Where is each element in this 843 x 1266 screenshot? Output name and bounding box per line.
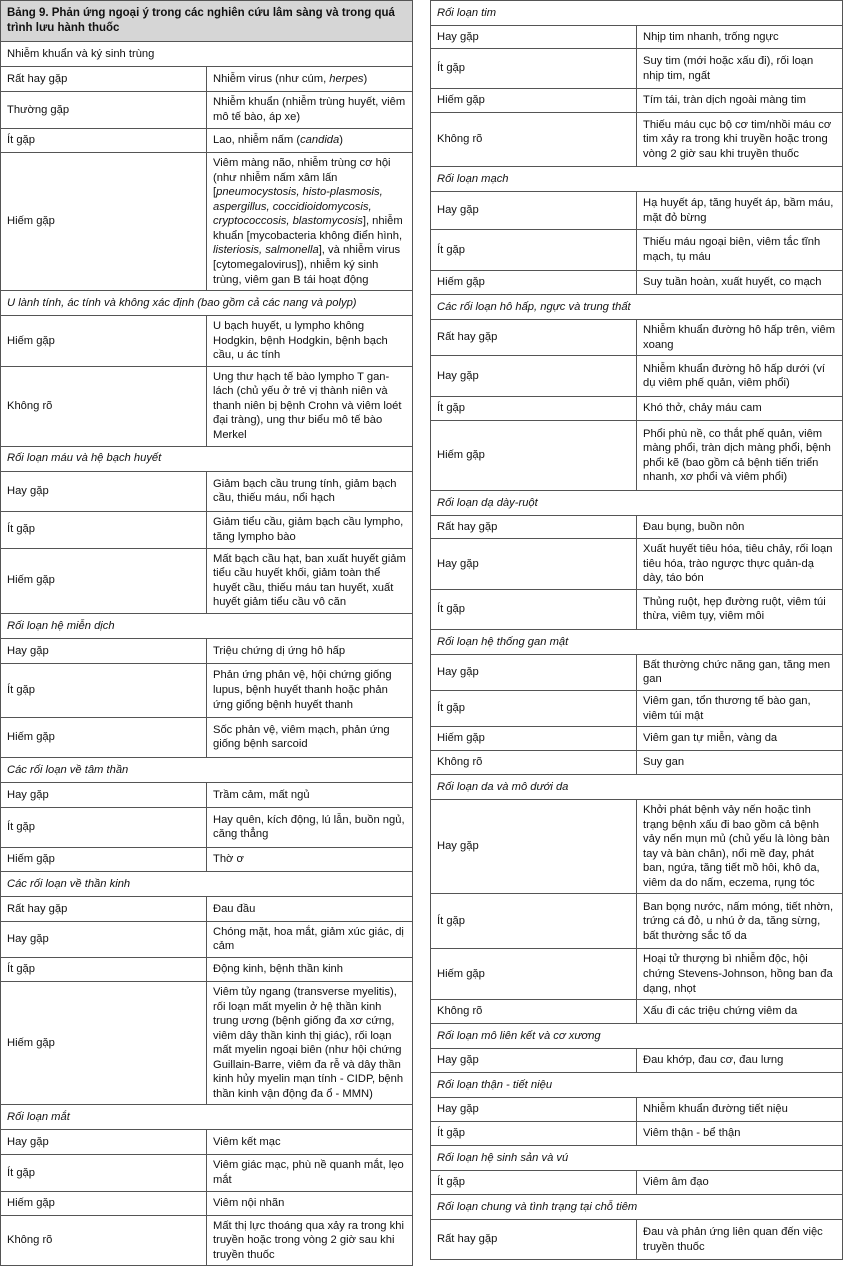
reaction-cell: Xuất huyết tiêu hóa, tiêu chảy, rối loạn tiêu hóa, trào ngược thực quản-dạ dày, táo bón	[637, 539, 843, 590]
section-heading: U lành tính, ác tính và không xác định (bao gồm cả các nang và polyp)	[1, 291, 413, 316]
frequency-cell: Hay gặp	[431, 26, 637, 49]
table-row	[431, 356, 843, 397]
reaction-cell: Nhiễm khuẩn đường hô hấp dưới (ví dụ viêm phế quản, viêm phổi)	[637, 356, 843, 397]
frequency-cell: Ít gặp	[431, 397, 637, 421]
section-header-row	[431, 1, 843, 26]
frequency-cell: Hay gặp	[431, 192, 637, 230]
reaction-cell: Ban bọng nước, nấm móng, tiết nhờn, trứng cá đỏ, u nhú ở da, tăng sừng, bất thường sắc tố da	[637, 894, 843, 949]
reaction-cell: Viêm gan, tổn thương tế bào gan, viêm túi mật	[637, 690, 843, 726]
section-header-row	[431, 1073, 843, 1098]
section-heading: Rối loạn hệ miễn dịch	[1, 613, 413, 638]
reaction-cell: Ung thư hạch tế bào lympho T gan-lách (chủ yếu ở trẻ vị thành niên và thanh niên bị bệnh Crohn và viêm loét đại tràng), ung thư biểu mô tế bào Merkel	[207, 366, 413, 446]
table-row	[1, 548, 413, 613]
frequency-cell: Không rõ	[431, 1000, 637, 1024]
adverse-reactions-table-left	[0, 0, 413, 1266]
reaction-cell: Viêm giác mạc, phù nề quanh mắt, lẹo mắt	[207, 1155, 413, 1191]
frequency-cell: Hiếm gặp	[431, 421, 637, 491]
section-heading: Rối loạn hệ sinh sản và vú	[431, 1146, 843, 1171]
table-row	[1, 1130, 413, 1155]
frequency-cell: Ít gặp	[1, 1155, 207, 1191]
table-row	[431, 589, 843, 629]
frequency-cell: Rất hay gặp	[431, 320, 637, 356]
reaction-cell: Mất bạch cầu hạt, ban xuất huyết giảm tiểu cầu huyết khối, giảm toàn thể huyết cầu, thiếu máu tan huyết, xuất huyết giảm tiểu cầu vô căn	[207, 548, 413, 613]
reaction-cell: Thờ ơ	[207, 847, 413, 871]
section-heading: Rối loạn hệ thống gan mật	[431, 629, 843, 654]
table-row	[1, 153, 413, 291]
reaction-cell: Suy tuần hoàn, xuất huyết, co mạch	[637, 271, 843, 295]
reaction-cell: Viêm gan tự miễn, vàng da	[637, 727, 843, 751]
table-row	[1, 67, 413, 92]
frequency-cell: Ít gặp	[431, 1122, 637, 1146]
table-row	[431, 1000, 843, 1024]
section-heading: Rối loạn máu và hệ bạch huyết	[1, 446, 413, 471]
frequency-cell: Hiếm gặp	[1, 717, 207, 757]
table-row	[431, 26, 843, 49]
reaction-cell: Khởi phát bệnh vảy nến hoặc tình trạng bệnh xấu đi bao gồm cả bệnh vảy nến mụn mủ (chủ yếu là lòng bàn tay và bàn chân), nổi mề đay, phát ban, ngứa, tăng tiết mồ hôi, khô da, viêm da do nấm, eczema, rụng tóc	[637, 800, 843, 894]
reaction-cell: Hoại tử thượng bì nhiễm độc, hội chứng Stevens-Johnson, hồng ban đa dạng, nhọt	[637, 949, 843, 1000]
table-row	[431, 192, 843, 230]
table-title-row	[1, 1, 413, 42]
table-row	[431, 320, 843, 356]
frequency-cell: Hay gặp	[431, 800, 637, 894]
table-row	[431, 1171, 843, 1195]
reaction-cell: Thiếu máu ngoại biên, viêm tắc tĩnh mạch, tụ máu	[637, 230, 843, 271]
frequency-cell: Hiếm gặp	[1, 847, 207, 871]
table-row	[431, 800, 843, 894]
reaction-cell: Viêm tủy ngang (transverse myelitis), rối loạn mất myelin ở hệ thần kinh trung ương (bệnh giống đa xơ cứng, viêm dây thần kinh thị giác), rối loạn mất myelin ngoại biên (như hội chứng Guillain-Barre, viêm đa rễ và dây thần kinh hủy myelin mạn tính - CIDP, bệnh thần kinh vận động đa ổ - MMN)	[207, 981, 413, 1105]
section-header-row	[431, 491, 843, 516]
table-row	[431, 949, 843, 1000]
table-row	[431, 271, 843, 295]
table-row	[1, 981, 413, 1105]
reaction-cell: Viêm nội nhãn	[207, 1191, 413, 1215]
reaction-cell: Phổi phù nề, co thắt phế quản, viêm màng phổi, tràn dịch màng phổi, bệnh phổi kẽ (bao gồm cả bệnh tiến triển nhanh, xơ phổi và viêm phổi)	[637, 421, 843, 491]
table-row	[1, 316, 413, 367]
table-row	[431, 1220, 843, 1260]
table-row	[431, 113, 843, 167]
reaction-cell: Mất thị lực thoáng qua xảy ra trong khi truyền hoặc trong vòng 2 giờ sau khi truyền thuốc	[207, 1215, 413, 1266]
section-header-row	[1, 613, 413, 638]
section-header-row	[1, 42, 413, 67]
section-header-row	[431, 167, 843, 192]
frequency-cell: Hiếm gặp	[431, 271, 637, 295]
frequency-cell: Ít gặp	[431, 1171, 637, 1195]
reaction-cell: Đau khớp, đau cơ, đau lưng	[637, 1049, 843, 1073]
left-column	[0, 0, 413, 1266]
table-row	[431, 751, 843, 775]
frequency-cell: Thường gặp	[1, 92, 207, 129]
reaction-cell: Đau và phản ứng liên quan đến việc truyền thuốc	[637, 1220, 843, 1260]
reaction-cell: Tím tái, tràn dịch ngoài màng tim	[637, 89, 843, 113]
reaction-cell: Suy gan	[637, 751, 843, 775]
section-header-row	[431, 295, 843, 320]
right-column	[430, 0, 843, 1260]
reaction-cell: Sốc phản vệ, viêm mạch, phản ứng giống bệnh sarcoid	[207, 717, 413, 757]
reaction-cell: Nhiễm virus (như cúm, herpes)	[207, 67, 413, 92]
frequency-cell: Hiếm gặp	[1, 548, 207, 613]
reaction-cell: Nhiễm khuẩn đường tiết niệu	[637, 1098, 843, 1122]
section-header-row	[431, 775, 843, 800]
frequency-cell: Không rõ	[1, 366, 207, 446]
frequency-cell: Hiếm gặp	[1, 1191, 207, 1215]
section-header-row	[1, 291, 413, 316]
section-heading: Các rối loạn về tâm thần	[1, 757, 413, 782]
section-heading: Rối loạn tim	[431, 1, 843, 26]
section-heading: Rối loạn mô liên kết và cơ xương	[431, 1024, 843, 1049]
reaction-cell: Trầm cảm, mất ngủ	[207, 782, 413, 807]
table-row	[1, 921, 413, 957]
section-heading: Rối loạn mắt	[1, 1105, 413, 1130]
frequency-cell: Rất hay gặp	[431, 1220, 637, 1260]
table-row	[1, 717, 413, 757]
reaction-cell: Viêm âm đạo	[637, 1171, 843, 1195]
table-row	[1, 1191, 413, 1215]
table-row	[1, 366, 413, 446]
frequency-cell: Hay gặp	[431, 356, 637, 397]
table-row	[431, 894, 843, 949]
frequency-cell: Không rõ	[431, 751, 637, 775]
table-row	[431, 89, 843, 113]
frequency-cell: Hay gặp	[431, 654, 637, 690]
frequency-cell: Ít gặp	[431, 690, 637, 726]
frequency-cell: Ít gặp	[431, 49, 637, 89]
section-header-row	[431, 1024, 843, 1049]
reaction-cell: U bạch huyết, u lympho không Hodgkin, bệnh Hodgkin, bệnh bạch cầu, u ác tính	[207, 316, 413, 367]
section-heading: Rối loạn mạch	[431, 167, 843, 192]
table-row	[431, 230, 843, 271]
frequency-cell: Hay gặp	[1, 782, 207, 807]
reaction-cell: Khó thở, chảy máu cam	[637, 397, 843, 421]
reaction-cell: Nhiễm khuẩn (nhiễm trùng huyết, viêm mô tế bào, áp xe)	[207, 92, 413, 129]
frequency-cell: Ít gặp	[431, 230, 637, 271]
reaction-cell: Thủng ruột, hẹp đường ruột, viêm túi thừa, viêm tụy, viêm môi	[637, 589, 843, 629]
frequency-cell: Hiếm gặp	[431, 949, 637, 1000]
section-heading: Các rối loạn hô hấp, ngực và trung thất	[431, 295, 843, 320]
table-row	[431, 1122, 843, 1146]
frequency-cell: Ít gặp	[431, 894, 637, 949]
reaction-cell: Nhiễm khuẩn đường hô hấp trên, viêm xoang	[637, 320, 843, 356]
table-row	[1, 957, 413, 981]
table-row	[1, 896, 413, 921]
section-heading: Rối loạn dạ dày-ruột	[431, 491, 843, 516]
table-row	[431, 654, 843, 690]
reaction-cell: Đau đầu	[207, 896, 413, 921]
table-row	[1, 663, 413, 717]
section-heading: Rối loạn thận - tiết niệu	[431, 1073, 843, 1098]
frequency-cell: Ít gặp	[1, 957, 207, 981]
frequency-cell: Ít gặp	[1, 129, 207, 153]
section-heading: Rối loạn chung và tình trạng tại chỗ tiêm	[431, 1195, 843, 1220]
reaction-cell: Phản ứng phản vệ, hội chứng giống lupus, bệnh huyết thanh hoặc phản ứng giống bệnh huyết thanh	[207, 663, 413, 717]
frequency-cell: Không rõ	[431, 113, 637, 167]
section-heading: Nhiễm khuẩn và ký sinh trùng	[1, 42, 413, 67]
reaction-cell: Giảm tiểu cầu, giảm bạch cầu lympho, tăng lympho bào	[207, 511, 413, 548]
frequency-cell: Hay gặp	[1, 921, 207, 957]
section-header-row	[431, 1146, 843, 1171]
frequency-cell: Hay gặp	[431, 1049, 637, 1073]
table-row	[431, 727, 843, 751]
table-row	[431, 539, 843, 590]
table-row	[1, 129, 413, 153]
table-row	[1, 782, 413, 807]
table-row	[1, 511, 413, 548]
table-row	[1, 471, 413, 511]
frequency-cell: Ít gặp	[1, 807, 207, 847]
section-heading: Rối loạn da và mô dưới da	[431, 775, 843, 800]
reaction-cell: Hay quên, kích động, lú lẫn, buồn ngủ, căng thẳng	[207, 807, 413, 847]
frequency-cell: Ít gặp	[431, 589, 637, 629]
table-row	[1, 1155, 413, 1191]
frequency-cell: Hiếm gặp	[1, 153, 207, 291]
frequency-cell: Hiếm gặp	[1, 981, 207, 1105]
table-row	[431, 516, 843, 539]
table-row	[431, 1049, 843, 1073]
table-row	[431, 49, 843, 89]
section-header-row	[1, 871, 413, 896]
reaction-cell: Triệu chứng dị ứng hô hấp	[207, 638, 413, 663]
reaction-cell: Xấu đi các triệu chứng viêm da	[637, 1000, 843, 1024]
adverse-reactions-table-right	[430, 0, 843, 1260]
frequency-cell: Hay gặp	[431, 1098, 637, 1122]
reaction-cell: Viêm kết mạc	[207, 1130, 413, 1155]
frequency-cell: Hiếm gặp	[431, 89, 637, 113]
frequency-cell: Rất hay gặp	[1, 67, 207, 92]
reaction-cell: Nhịp tim nhanh, trống ngực	[637, 26, 843, 49]
table-row	[431, 397, 843, 421]
reaction-cell: Động kinh, bệnh thần kinh	[207, 957, 413, 981]
table-row	[431, 690, 843, 726]
table-row	[1, 1215, 413, 1266]
frequency-cell: Không rõ	[1, 1215, 207, 1266]
reaction-cell: Giảm bạch cầu trung tính, giảm bạch cầu, thiếu máu, nổi hạch	[207, 471, 413, 511]
section-header-row	[431, 1195, 843, 1220]
frequency-cell: Hay gặp	[431, 539, 637, 590]
reaction-cell: Lao, nhiễm nấm (candida)	[207, 129, 413, 153]
table-row	[1, 847, 413, 871]
table-row	[1, 638, 413, 663]
reaction-cell: Đau bụng, buồn nôn	[637, 516, 843, 539]
frequency-cell: Hay gặp	[1, 471, 207, 511]
table-title: Bảng 9. Phản ứng ngoại ý trong các nghiên cứu lâm sàng và trong quá trình lưu hành thuốc	[1, 1, 413, 42]
reaction-cell: Viêm thận - bể thận	[637, 1122, 843, 1146]
reaction-cell: Hạ huyết áp, tăng huyết áp, bầm máu, mặt đỏ bừng	[637, 192, 843, 230]
table-row	[1, 92, 413, 129]
section-header-row	[431, 629, 843, 654]
reaction-cell: Chóng mặt, hoa mắt, giảm xúc giác, dị cảm	[207, 921, 413, 957]
reaction-cell: Thiếu máu cục bộ cơ tim/nhồi máu cơ tim xảy ra trong khi truyền hoặc trong vòng 2 giờ sau khi truyền thuốc	[637, 113, 843, 167]
section-heading: Các rối loạn về thần kinh	[1, 871, 413, 896]
frequency-cell: Hiếm gặp	[431, 727, 637, 751]
table-row	[431, 1098, 843, 1122]
frequency-cell: Rất hay gặp	[1, 896, 207, 921]
frequency-cell: Hiếm gặp	[1, 316, 207, 367]
section-header-row	[1, 1105, 413, 1130]
frequency-cell: Ít gặp	[1, 663, 207, 717]
section-header-row	[1, 757, 413, 782]
reaction-cell: Suy tim (mới hoặc xấu đi), rối loạn nhịp tim, ngất	[637, 49, 843, 89]
table-row	[431, 421, 843, 491]
table-row	[1, 807, 413, 847]
frequency-cell: Rất hay gặp	[431, 516, 637, 539]
reaction-cell: Bất thường chức năng gan, tăng men gan	[637, 654, 843, 690]
frequency-cell: Ít gặp	[1, 511, 207, 548]
frequency-cell: Hay gặp	[1, 638, 207, 663]
frequency-cell: Hay gặp	[1, 1130, 207, 1155]
section-header-row	[1, 446, 413, 471]
reaction-cell: Viêm màng não, nhiễm trùng cơ hội (như nhiễm nấm xâm lấn [pneumocystosis, histo-plasmosis, aspergillus, coccidioidomycosis, cryptococcosis, blastomycosis], nhiễm khuẩn [mycobacteria không điển hình, listeriosis, salmonella], và nhiễm virus [cytomegalovirus]), nhiễm ký sinh trùng, viêm gan B tái hoạt động	[207, 153, 413, 291]
